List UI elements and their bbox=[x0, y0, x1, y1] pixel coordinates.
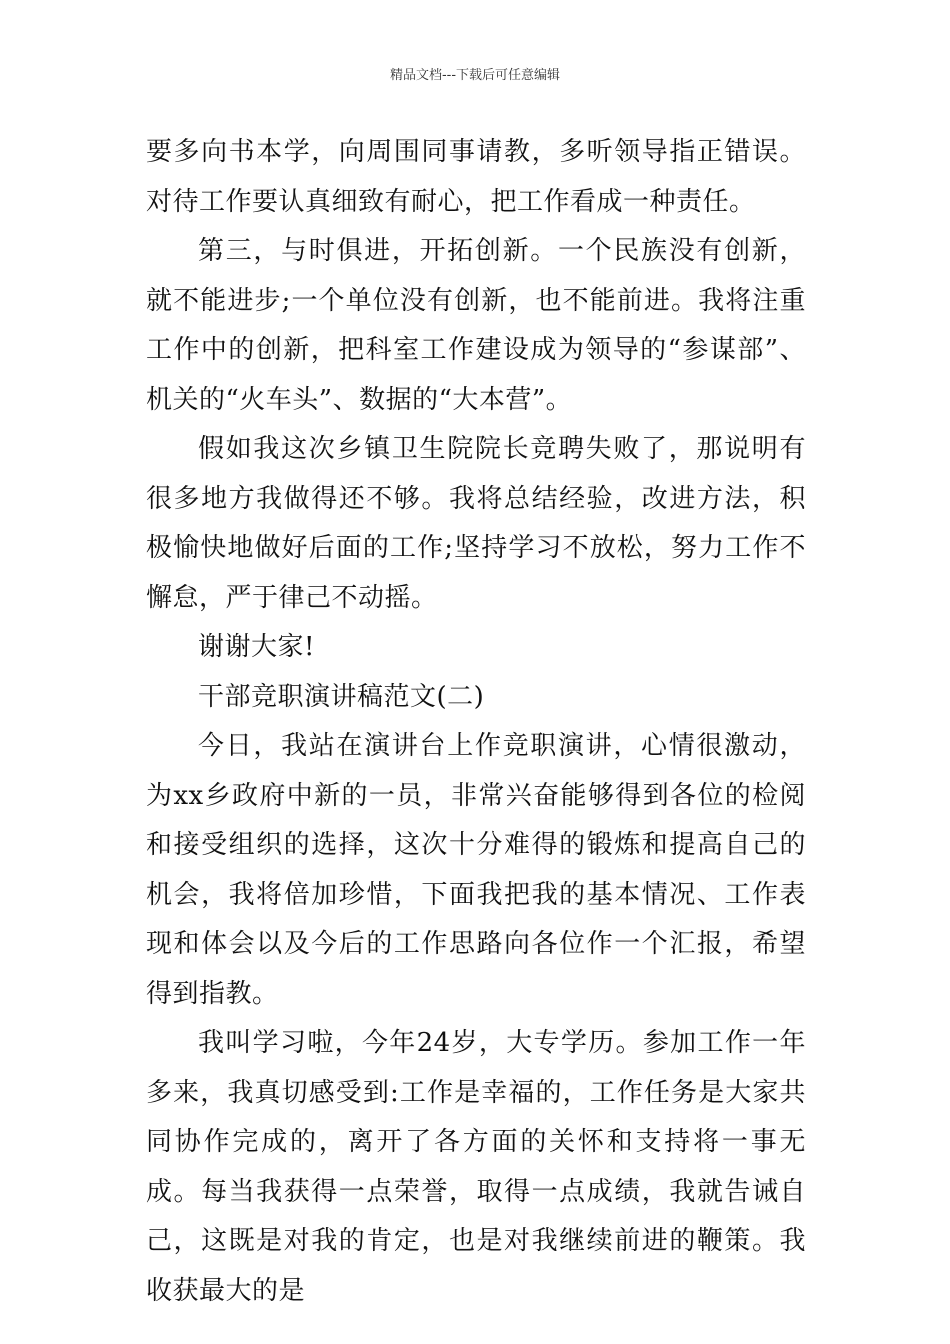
page-header: 精品文档---下载后可任意编辑 bbox=[389, 68, 561, 83]
paragraph-6: 今日，我站在演讲台上作竞职演讲，心情很激动，为xx乡政府中新的一员，非常兴奋能够得到各位的检阅和接受组织的选择，这次十分难得的锻炼和提高自己的机会，我将倍加珍惜，下面我把我的基本情况、工作表现和体会以及今后的工作思路向各位作一个汇报，希望得到指教。 bbox=[146, 731, 806, 1009]
paragraph-4: 谢谢大家! bbox=[198, 632, 315, 662]
paragraph-1: 要多向书本学，向周围同事请教，多听领导指正错误。对待工作要认真细致有耐心，把工作看成一种责任。 bbox=[146, 137, 806, 217]
paragraph-3: 假如我这次乡镇卫生院院长竞聘失败了，那说明有很多地方我做得还不够。我将总结经验，改进方法，积极愉快地做好后面的工作;坚持学习不放松，努力工作不懈怠，严于律己不动摇。 bbox=[146, 434, 806, 613]
paragraph-7: 我叫学习啦，今年24岁，大专学历。参加工作一年多来，我真切感受到:工作是幸福的，工作任务是大家共同协作完成的，离开了各方面的关怀和支持将一事无成。每当我获得一点荣誉，取得一点成绩，我就告诫自己，这既是对我的肯定，也是对我继续前进的鞭策。我收获最大的是 bbox=[146, 1028, 806, 1306]
section-title: 干部竞职演讲稿范文(二) bbox=[198, 681, 485, 712]
document-body bbox=[146, 128, 806, 1316]
paragraph-2: 第三，与时俱进，开拓创新。一个民族没有创新，就不能进步;一个单位没有创新，也不能前进。我将注重工作中的创新，把科室工作建设成为领导的“参谋部”、机关的“火车头”、数据的“大本营”。 bbox=[146, 236, 806, 415]
